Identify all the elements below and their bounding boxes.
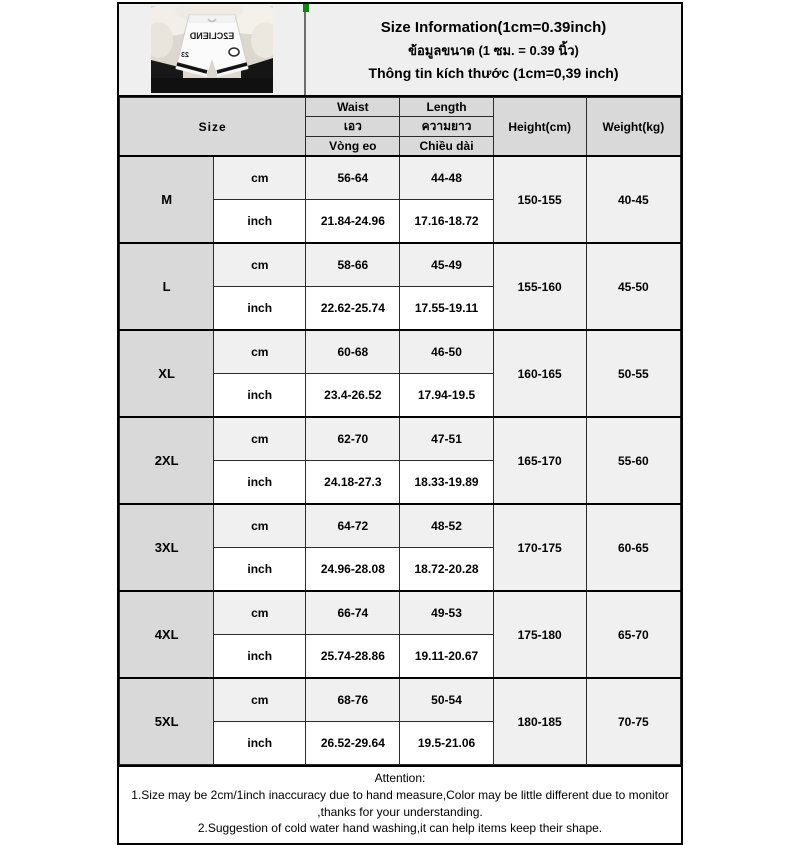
unit-cell: inch (214, 722, 306, 765)
attention-note-1: 1.Size may be 2cm/1inch inaccuracy due to hand measure,Color may be little different due to monitor ,thanks for your understanding. (131, 787, 669, 819)
table-row (120, 243, 681, 287)
unit-cell: inch (214, 200, 306, 244)
waist-cm-cell: 68-76 (306, 678, 400, 722)
table-row (120, 678, 681, 722)
height-cell: 155-160 (493, 243, 586, 330)
waist-inch-cell: 24.18-27.3 (306, 461, 400, 505)
svg-text:E2CLIEND: E2CLIEND (189, 31, 234, 41)
unit-cell: cm (214, 417, 306, 461)
weight-cell: 40-45 (586, 156, 680, 243)
unit-cell: cm (214, 504, 306, 548)
waist-header-vi: Vòng eo (306, 137, 400, 157)
unit-cell: cm (214, 156, 306, 200)
length-cm-cell: 46-50 (400, 330, 493, 374)
waist-header-en: Waist (306, 98, 400, 117)
length-header-en: Length (400, 98, 493, 117)
length-cm-cell: 48-52 (400, 504, 493, 548)
table-row (120, 156, 681, 200)
length-inch-cell: 17.94-19.5 (400, 374, 493, 418)
waist-inch-cell: 21.84-24.96 (306, 200, 400, 244)
waist-inch-cell: 23.4-26.52 (306, 374, 400, 418)
length-cm-cell: 50-54 (400, 678, 493, 722)
unit-cell: inch (214, 548, 306, 592)
unit-cell: cm (214, 678, 306, 722)
table-row (120, 591, 681, 635)
waist-cm-cell: 66-74 (306, 591, 400, 635)
unit-cell: inch (214, 374, 306, 418)
weight-cell: 50-55 (586, 330, 680, 417)
title-thai: ข้อมูลขนาด (1 ซม. = 0.39 นิ้ว) (408, 42, 579, 58)
weight-cell: 60-65 (586, 504, 680, 591)
product-image-cell (119, 4, 306, 95)
height-cell: 165-170 (493, 417, 586, 504)
attention-section (119, 765, 681, 843)
length-inch-cell: 17.55-19.11 (400, 287, 493, 331)
unit-cell: inch (214, 287, 306, 331)
green-tick-mark (303, 4, 309, 12)
table-row (120, 504, 681, 548)
length-header-thai: ความยาว (400, 117, 493, 137)
size-chart-sheet (117, 2, 683, 845)
table-row (120, 330, 681, 374)
product-shorts-photo (151, 6, 273, 93)
length-cm-cell: 45-49 (400, 243, 493, 287)
waist-cm-cell: 58-66 (306, 243, 400, 287)
height-cell: 175-180 (493, 591, 586, 678)
title-vietnamese: Thông tin kích thước (1cm=0,39 inch) (368, 64, 619, 81)
length-inch-cell: 18.72-20.28 (400, 548, 493, 592)
length-cm-cell: 44-48 (400, 156, 493, 200)
unit-cell: inch (214, 635, 306, 679)
unit-cell: inch (214, 461, 306, 505)
size-info-title-block (306, 4, 681, 95)
waist-inch-cell: 22.62-25.74 (306, 287, 400, 331)
waist-inch-cell: 26.52-29.64 (306, 722, 400, 765)
waist-inch-cell: 24.96-28.08 (306, 548, 400, 592)
length-inch-cell: 19.5-21.06 (400, 722, 493, 765)
table-header-row (120, 98, 681, 117)
length-cm-cell: 49-53 (400, 591, 493, 635)
unit-cell: cm (214, 591, 306, 635)
waist-cm-cell: 64-72 (306, 504, 400, 548)
attention-title: Attention: (374, 771, 426, 785)
size-label-cell: L (120, 243, 214, 330)
length-cm-cell: 47-51 (400, 417, 493, 461)
size-label-cell: 4XL (120, 591, 214, 678)
header-row (119, 4, 681, 97)
table-row (120, 417, 681, 461)
length-inch-cell: 19.11-20.67 (400, 635, 493, 679)
waist-cm-cell: 62-70 (306, 417, 400, 461)
weight-cell: 55-60 (586, 417, 680, 504)
weight-header: Weight(kg) (586, 98, 680, 157)
size-label-cell: 5XL (120, 678, 214, 765)
height-cell: 150-155 (493, 156, 586, 243)
weight-cell: 70-75 (586, 678, 680, 765)
height-cell: 170-175 (493, 504, 586, 591)
height-cell: 180-185 (493, 678, 586, 765)
waist-cm-cell: 56-64 (306, 156, 400, 200)
size-column-header: Size (120, 98, 306, 157)
weight-cell: 65-70 (586, 591, 680, 678)
waist-inch-cell: 25.74-28.86 (306, 635, 400, 679)
size-label-cell: 3XL (120, 504, 214, 591)
size-label-cell: 2XL (120, 417, 214, 504)
height-header: Height(cm) (493, 98, 586, 157)
waist-header-thai: เอว (306, 117, 400, 137)
size-label-cell: M (120, 156, 214, 243)
attention-note-2: 2.Suggestion of cold water hand washing,it can help items keep their shape. (197, 821, 603, 836)
size-table (119, 97, 681, 765)
length-inch-cell: 18.33-19.89 (400, 461, 493, 505)
unit-cell: cm (214, 330, 306, 374)
unit-cell: cm (214, 243, 306, 287)
waist-cm-cell: 60-68 (306, 330, 400, 374)
height-cell: 160-165 (493, 330, 586, 417)
title-english: Size Information(1cm=0.39inch) (380, 18, 607, 36)
svg-text:23: 23 (180, 52, 189, 59)
size-label-cell: XL (120, 330, 214, 417)
length-inch-cell: 17.16-18.72 (400, 200, 493, 244)
length-header-vi: Chiều dài (400, 137, 493, 157)
weight-cell: 45-50 (586, 243, 680, 330)
